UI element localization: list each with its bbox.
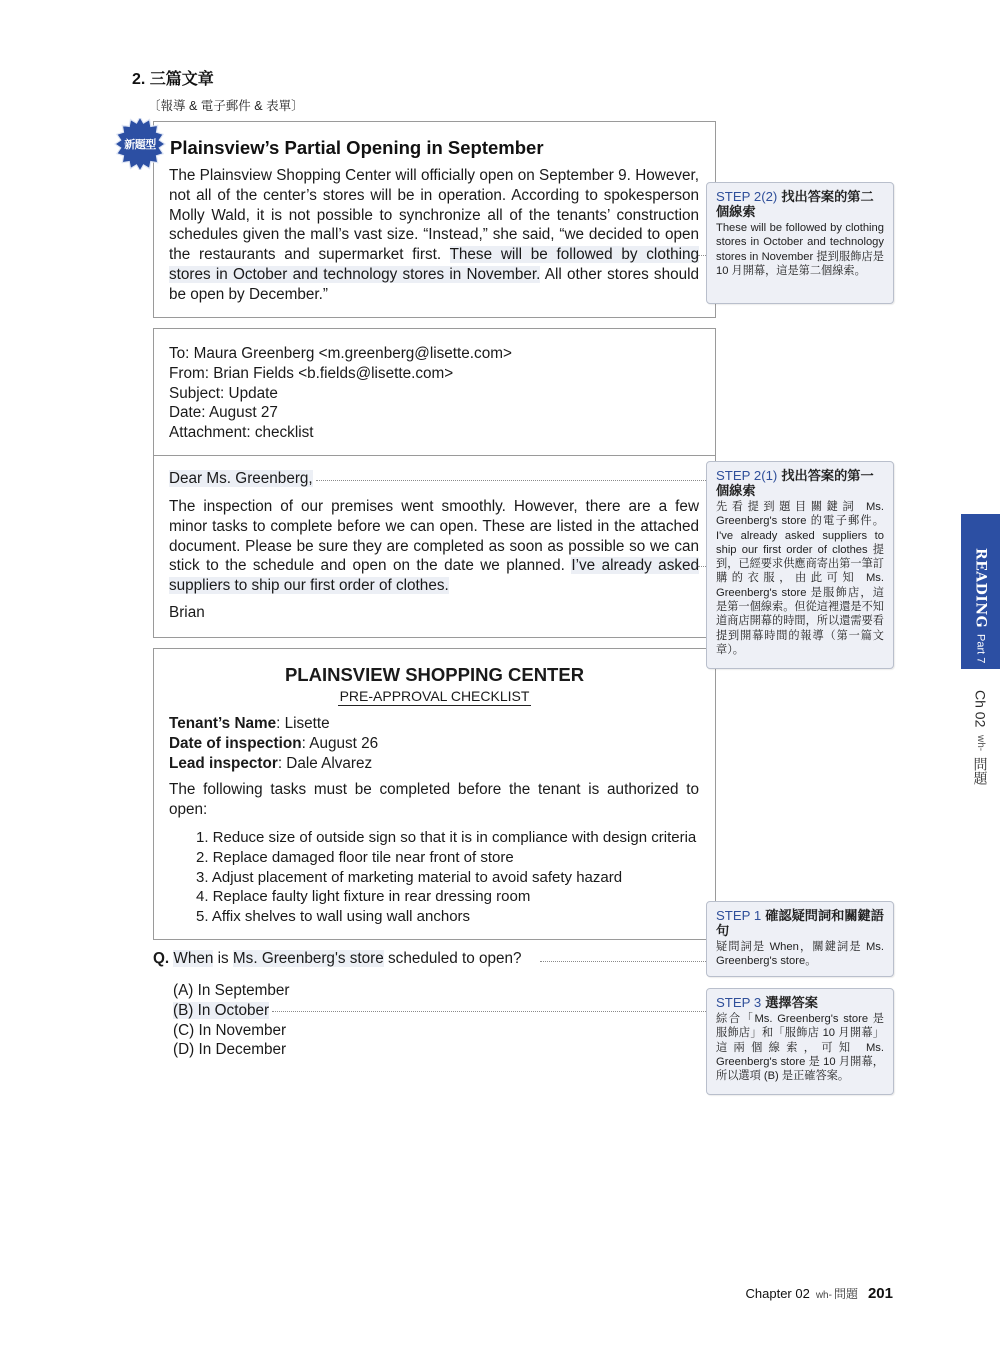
- step-label: 選擇答案: [765, 995, 818, 1010]
- email-subject: Subject: Update: [169, 384, 278, 402]
- reading-section-tab[interactable]: [961, 514, 1000, 669]
- field-value: : Lisette: [276, 715, 330, 732]
- email-text: The inspection of our premises went smoothly. However, there are a few minor tasks to complete before we can open. These are listed in the attached document. Please be sure they are completed as soon as possible so we can stick to the schedule and open on the date we planned.: [169, 498, 699, 575]
- task-item: 1. Reduce size of outside sign so that it is in compliance with design criteria: [196, 829, 697, 846]
- page-footer: [746, 1285, 894, 1302]
- email-signature: Brian: [169, 604, 205, 621]
- connector-step2-2: [698, 255, 706, 256]
- question-prefix: Q.: [153, 950, 170, 967]
- form-intro: The following tasks must be completed before the tenant is authorized to open:: [169, 781, 699, 818]
- step-number: STEP 2(2): [716, 189, 778, 204]
- answer-options: [173, 981, 289, 1060]
- task-list: [196, 828, 696, 927]
- email-header: [153, 328, 716, 456]
- form-field-tenant: [169, 714, 378, 734]
- email-date: Date: August 27: [169, 404, 278, 422]
- field-value: : August 26: [301, 734, 379, 752]
- footer-topic: 問題: [833, 1287, 858, 1301]
- step-2-1-callout: [706, 461, 894, 669]
- article-text: The Plainsview Shopping Center will officially open on September 9. However, not all of the center’s stores will be in operation. According to spokesperson Molly Wald, it is not possible to synchronize all of the tenants’ construction schedules given the mall’s vast size. “Instead,” she said, “we decided to open the restaurants and supermarket first.: [169, 167, 699, 264]
- email-body: [153, 455, 716, 638]
- article-title: Plainsview’s Partial Opening in September: [170, 137, 544, 158]
- section-subheading: 〔報導 & 電子郵件 & 表單〕: [148, 99, 304, 113]
- step-body: 先看提到題目關鍵詞 Ms. Greenberg's store 的電子郵件。I've already asked suppliers to ship our first order of clothes 提到，已經要求供應商寄出第一筆訂購的衣服，由此可知 Ms. Greenberg's store 是服飾店，這是第一個線索。但從這裡還是不知道商店開幕的時間，所以還需要看提到開幕時間的報導（第一篇文章）。: [716, 501, 884, 656]
- step-title: [716, 908, 884, 938]
- option-c[interactable]: (C) In November: [173, 1021, 287, 1039]
- step-title: [716, 468, 884, 498]
- task-item: 2. Replace damaged floor tile near front of store: [196, 848, 514, 866]
- email-attachment: Attachment: checklist: [169, 424, 314, 442]
- question: [153, 950, 522, 968]
- footer-wh: wh-: [815, 1290, 832, 1301]
- connector-step3: [272, 1011, 706, 1012]
- question-wh-word: When: [173, 950, 214, 967]
- step-body: 疑問詞是 When，關鍵詞是 Ms. Greenberg's store。: [716, 941, 884, 968]
- step-number: STEP 3: [716, 995, 762, 1010]
- option-b-text: (B) In October: [173, 1001, 270, 1019]
- form-field-inspector: [169, 754, 378, 774]
- footer-chapter: Chapter 02: [745, 1286, 810, 1301]
- email-greeting: [169, 470, 313, 488]
- side-tab-text: [961, 514, 1000, 669]
- email-greeting-text: Dear Ms. Greenberg,: [169, 470, 313, 487]
- step-label: 確認疑問詞和關鍵語句: [716, 908, 884, 938]
- form-subtitle: [154, 688, 715, 704]
- checklist-form: [153, 648, 716, 940]
- article-highlight: These will be followed by clothing stores in October and technology stores in November.: [169, 246, 699, 283]
- chapter-number: Ch 02: [972, 690, 989, 728]
- email-to: To: Maura Greenberg <m.greenberg@lisette.com>: [169, 345, 512, 362]
- task-item: 5. Affix shelves to wall using wall anchors: [196, 908, 471, 926]
- step-body: These will be followed by clothing stores in October and technology stores in November 提到服飾店是 10 月開幕，這是第二個線索。: [716, 222, 884, 277]
- form-subtitle-text: PRE-APPROVAL CHECKLIST: [339, 688, 530, 704]
- step-3-callout: [706, 988, 894, 1095]
- step-title: [716, 995, 884, 1010]
- email-header-lines: [169, 344, 512, 443]
- option-a[interactable]: (A) In September: [173, 982, 290, 999]
- article-passage: [153, 121, 716, 318]
- new-question-type-badge: [114, 118, 166, 170]
- article-body: [169, 166, 699, 305]
- step-label: 找出答案的第二個線索: [716, 189, 874, 219]
- connector-step2-1-greeting: [316, 480, 706, 481]
- task-item: 4. Replace faulty light fixture in rear dressing room: [196, 888, 531, 906]
- section-heading: 2. 三篇文章: [132, 71, 214, 88]
- step-title: [716, 189, 884, 219]
- article-text-end: All other stores should be open by December.”: [169, 265, 699, 303]
- field-label: Tenant’s Name: [169, 715, 277, 732]
- task-item: 3. Adjust placement of marketing material to avoid safety hazard: [196, 868, 623, 886]
- email-highlight: I’ve already asked suppliers to ship our first order of clothes.: [169, 557, 699, 595]
- question-text: is: [213, 950, 233, 967]
- email-from: From: Brian Fields <b.fields@lisette.com>: [169, 364, 454, 382]
- form-field-date: [169, 734, 378, 754]
- field-value: : Dale Alvarez: [277, 754, 373, 772]
- side-tab-part: Part 7: [974, 634, 987, 664]
- step-body: 綜合「Ms. Greenberg's store 是服飾店」和「服飾店 10 月開幕」這兩個線索，可知 Ms. Greenberg's store 是 10 月開幕，所以選項 (B) 是正確答案。: [716, 1013, 884, 1083]
- chapter-topic: 問題: [972, 757, 989, 786]
- badge-label: 新題型: [124, 139, 156, 151]
- option-d[interactable]: (D) In December: [173, 1041, 287, 1059]
- connector-step2-1-body: [698, 566, 706, 567]
- chapter-wh: wh-: [975, 735, 986, 752]
- step-number: STEP 2(1): [716, 468, 778, 483]
- field-label: Date of inspection: [169, 734, 302, 752]
- question-keyword: Ms. Greenberg's store: [232, 950, 384, 967]
- step-number: STEP 1: [716, 908, 762, 923]
- step-2-2-callout: [706, 182, 894, 304]
- chapter-tab: [961, 690, 1000, 785]
- form-fields: [169, 714, 378, 773]
- step-label: 找出答案的第一個線索: [716, 468, 874, 498]
- connector-step1: [540, 961, 706, 962]
- email-body-text: [169, 497, 699, 596]
- step-1-callout: [706, 901, 894, 977]
- form-title: PLAINSVIEW SHOPPING CENTER: [284, 664, 585, 685]
- question-text-end: scheduled to open?: [383, 950, 522, 967]
- field-label: Lead inspector: [169, 754, 278, 772]
- side-tab-reading: READING: [972, 548, 989, 629]
- page-number: 201: [867, 1285, 893, 1302]
